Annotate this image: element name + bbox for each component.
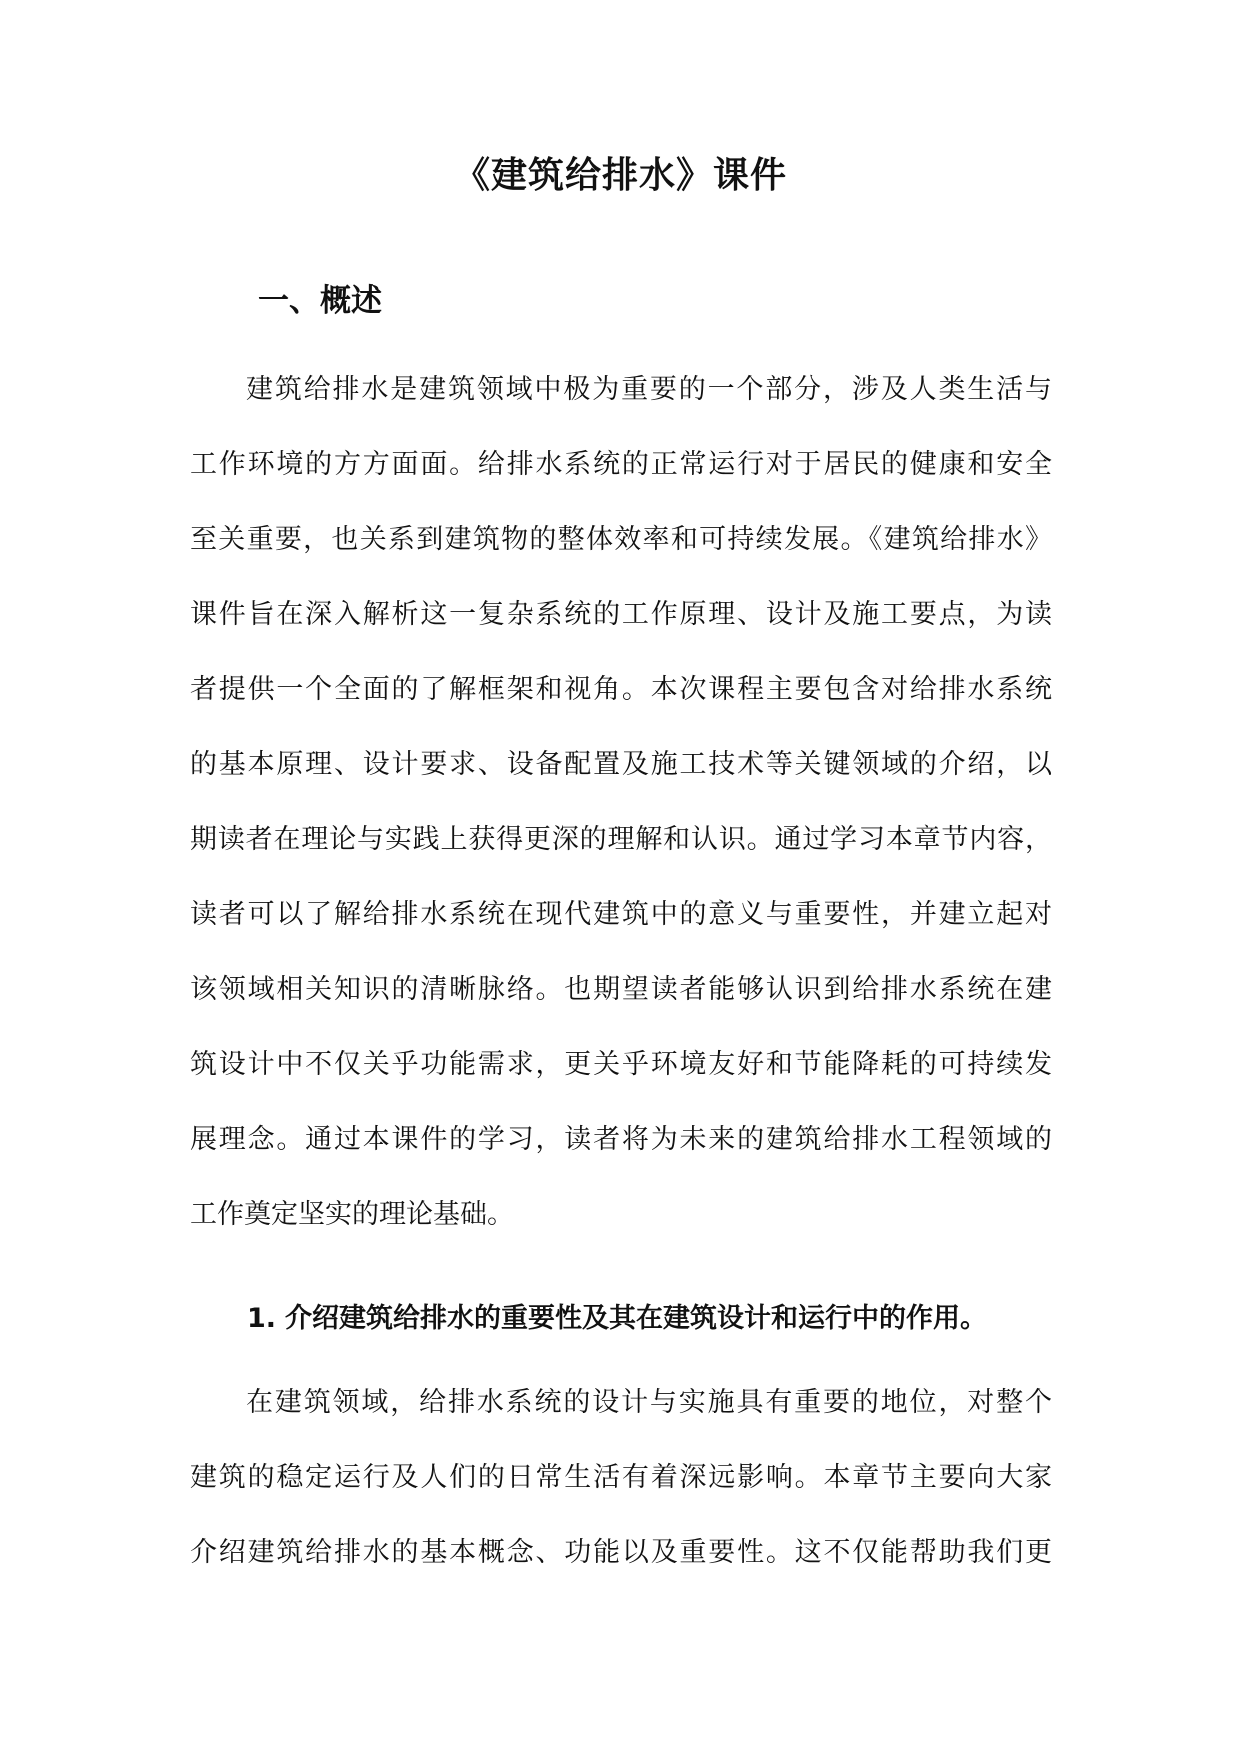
paragraph-line: 的基本原理、设计要求、设备配置及施工技术等关键领域的介绍，以 [190,749,1052,780]
document-title: 《建筑给排水》课件 [453,155,787,196]
paragraph-line: 筑设计中不仅关乎功能需求，更关乎环境友好和节能降耗的可持续发 [190,1049,1052,1080]
paragraph-line: 工作奠定坚实的理论基础。 [190,1199,514,1230]
paragraph-line: 建筑的稳定运行及人们的日常生活有着深远影响。本章节主要向大家 [190,1462,1052,1493]
paragraph-line: 展理念。通过本课件的学习，读者将为未来的建筑给排水工程领域的 [190,1124,1052,1155]
paragraph-line: 工作环境的方方面面。给排水系统的正常运行对于居民的健康和安全 [190,449,1052,480]
subsection-heading-text: 介绍建筑给排水的重要性及其在建筑设计和运行中的作用。 [285,1303,987,1334]
subsection-heading [247,1298,987,1340]
subsection-number: 1. [247,1303,277,1334]
paragraph-line: 者提供一个全面的了解框架和视角。本次课程主要包含对给排水系统 [190,674,1052,705]
paragraph-line: 课件旨在深入解析这一复杂系统的工作原理、设计及施工要点，为读 [190,599,1052,630]
paragraph-line: 在建筑领域，给排水系统的设计与实施具有重要的地位，对整个 [246,1387,1052,1418]
paragraph-line: 介绍建筑给排水的基本概念、功能以及重要性。这不仅能帮助我们更 [190,1537,1052,1568]
section-heading: 一、概述 [258,283,382,319]
paragraph-line: 该领域相关知识的清晰脉络。也期望读者能够认识到给排水系统在建 [190,974,1052,1005]
section-paragraph [190,352,1052,1252]
paragraph-line: 建筑给排水是建筑领域中极为重要的一个部分，涉及人类生活与 [246,374,1052,405]
subsection-paragraph [190,1365,1052,1590]
paragraph-line: 读者可以了解给排水系统在现代建筑中的意义与重要性，并建立起对 [190,899,1052,930]
paragraph-line: 期读者在理论与实践上获得更深的理解和认识。通过学习本章节内容， [190,824,1052,855]
paragraph-line: 至关重要，也关系到建筑物的整体效率和可持续发展。《建筑给排水》 [190,524,1052,555]
